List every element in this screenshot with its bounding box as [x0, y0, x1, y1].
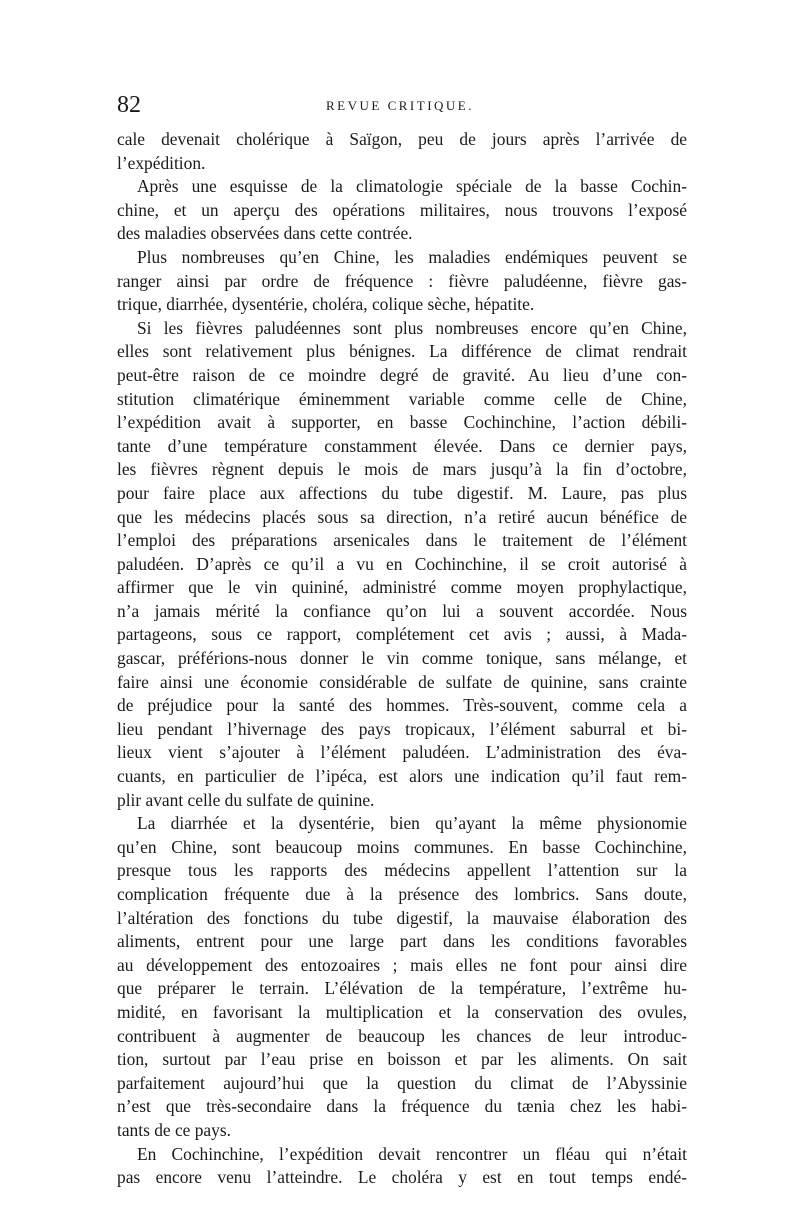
text-line: n’est que très-secondaire dans la fréquence du tænia chez les habi- [117, 1096, 687, 1117]
text-line: les fièvres règnent depuis le mois de mars jusqu’à la fin d’octobre, [117, 459, 687, 480]
text-line: stitution climatérique éminemment variable comme celle de Chine, [117, 388, 687, 409]
text-line: paludéen. D’après ce qu’il a vu en Cochinchine, il se croit autorisé à [117, 553, 687, 574]
text-line: En Cochinchine, l’expédition devait rencontrer un fléau qui n’était [137, 1143, 687, 1164]
text-line: parfaitement aujourd’hui que la question du climat de l’Abyssinie [117, 1072, 687, 1093]
text-line: plir avant celle du sulfate de quinine. [117, 789, 375, 810]
page-header [0, 92, 800, 122]
text-line: l’expédition avait à supporter, en basse Cochinchine, l’action débili- [117, 412, 687, 433]
text-line: l’altération des fonctions du tube digestif, la mauvaise élaboration des [117, 907, 687, 928]
text-line: midité, en favorisant la multiplication et la conservation des ovules, [117, 1001, 687, 1022]
text-line: elles sont relativement plus bénignes. La différence de climat rendrait [117, 341, 687, 362]
text-line: ranger ainsi par ordre de fréquence : fièvre paludéenne, fièvre gas- [117, 270, 687, 291]
text-line: l’expédition. [117, 152, 206, 173]
text-line: cuants, en particulier de l’ipéca, est alors une indication qu’il faut rem- [117, 766, 687, 787]
text-line: de préjudice pour la santé des hommes. Très-souvent, comme cela a [117, 695, 687, 716]
text-line: faire ainsi une économie considérable de sulfate de quinine, sans crainte [117, 671, 687, 692]
text-line: trique, diarrhée, dysentérie, choléra, colique sèche, hépatite. [117, 294, 535, 315]
text-line: Après une esquisse de la climatologie spéciale de la basse Cochin- [137, 176, 687, 197]
text-line: complication fréquente due à la présence des lombrics. Sans doute, [117, 884, 687, 904]
running-title: REVUE CRITIQUE. [326, 98, 474, 113]
text-line: tion, surtout par l’eau prise en boisson et par les aliments. On sait [117, 1049, 687, 1070]
text-line: que préparer le terrain. L’élévation de la température, l’extrême hu- [117, 978, 687, 999]
text-line: que les médecins placés sous sa direction, n’a retiré aucun bénéfice de [117, 506, 687, 527]
text-line: gascar, préférions-nous donner le vin comme tonique, sans mélange, et [117, 648, 687, 669]
text-line: partageons, sous ce rapport, complétement cet avis ; aussi, à Mada- [117, 624, 687, 645]
text-line: aliments, entrent pour une large part dans les conditions favorables [117, 931, 687, 952]
text-line: cale devenait cholérique à Saïgon, peu de jours après l’arrivée de [117, 129, 687, 149]
text-line: pas encore venu l’atteindre. Le choléra y est en tout temps endé- [117, 1167, 687, 1188]
text-line: n’a jamais mérité la confiance qu’on lui a souvent accordée. Nous [117, 600, 687, 621]
text-line: pour faire place aux affections du tube digestif. M. Laure, pas plus [117, 482, 687, 503]
text-line: tants de ce pays. [117, 1119, 231, 1140]
text-line: des maladies observées dans cette contrée. [117, 223, 413, 244]
text-line: presque tous les rapports des médecins appellent l’attention sur la [117, 860, 687, 881]
text-line: affirmer que le vin quininé, administré comme moyen prophylactique, [117, 577, 687, 598]
text-line: qu’en Chine, sont beaucoup moins communes. En basse Cochinchine, [117, 836, 687, 857]
text-line: lieux vient s’ajouter à l’élément paludéen. L’administration des éva- [117, 742, 687, 763]
page-number: 82 [117, 92, 141, 118]
body-text [117, 128, 687, 1190]
text-line: l’emploi des préparations arsenicales dans le traitement de l’élément [117, 530, 687, 551]
text-line: La diarrhée et la dysentérie, bien qu’ayant la même physionomie [137, 813, 687, 834]
text-line: Plus nombreuses qu’en Chine, les maladies endémiques peuvent se [137, 246, 687, 267]
text-line: lieu pendant l’hivernage des pays tropicaux, l’élément saburral et bi- [117, 718, 687, 739]
text-line: peut-être raison de ce moindre degré de gravité. Au lieu d’une con- [117, 364, 687, 385]
text-line: chine, et un aperçu des opérations militaires, nous trouvons l’exposé [117, 199, 687, 220]
text-line: Si les fièvres paludéennes sont plus nombreuses encore qu’en Chine, [137, 317, 687, 338]
text-line: au développement des entozoaires ; mais elles ne font pour ainsi dire [117, 954, 687, 975]
text-line: tante d’une température constamment élevée. Dans ce dernier pays, [117, 435, 687, 456]
text-line: contribuent à augmenter de beaucoup les chances de leur introduc- [117, 1025, 687, 1046]
